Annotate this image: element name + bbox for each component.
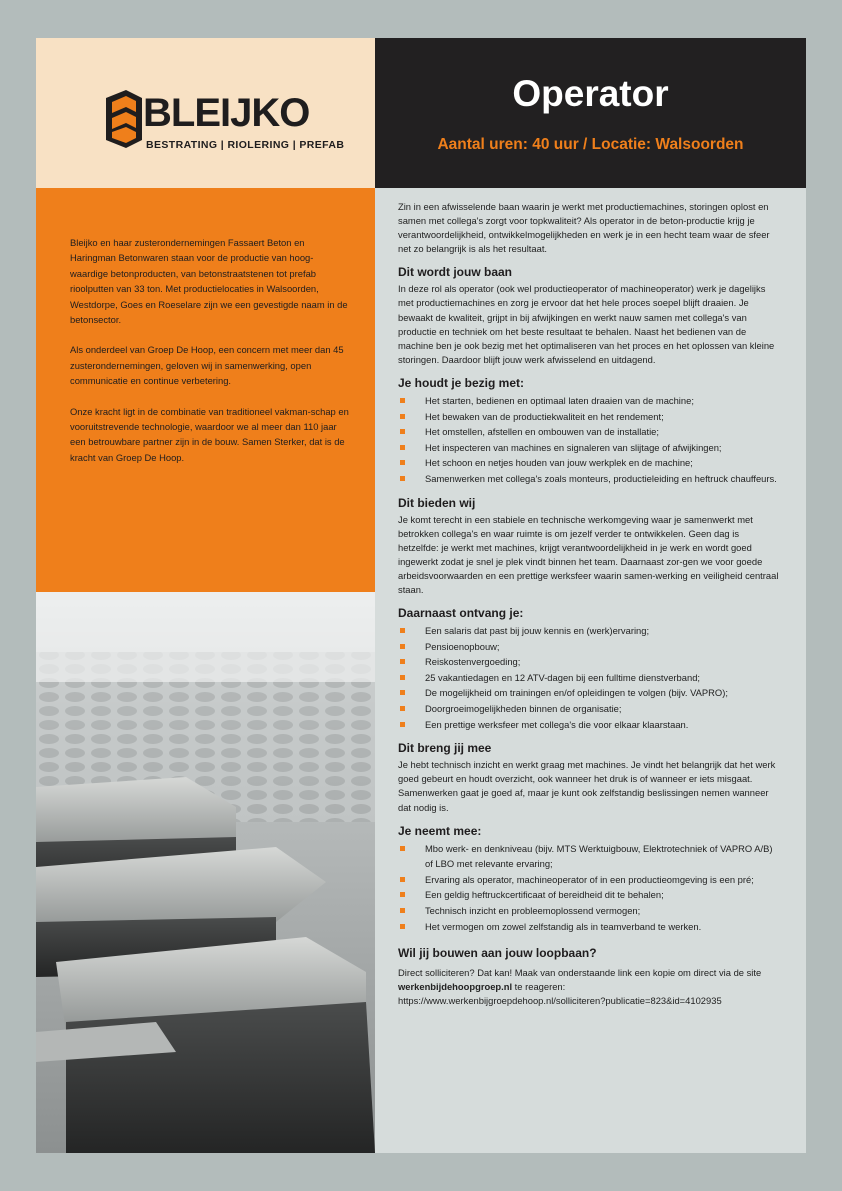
- company-intro: [70, 235, 350, 480]
- section-heading-bieden: Dit bieden wij: [398, 495, 476, 510]
- list-item: Het schoon en netjes houden van jouw werkplek en de machine;: [398, 455, 780, 471]
- list-item: Ervaring als operator, machineoperator of in een productieomgeving is een pré;: [398, 872, 780, 888]
- list-item: Het starten, bedienen en optimaal laten draaien van de machine;: [398, 393, 780, 409]
- list-item: Het bewaken van de productiekwaliteit en het rendement;: [398, 409, 780, 425]
- content-panel: [375, 188, 806, 1153]
- section-heading-loopbaan: Wil jij bouwen aan jouw loopbaan?: [398, 946, 597, 961]
- section-text-breng: Je hebt technisch inzicht en werkt graag met machines. Je vindt het belangrijk dat het werk goed gebeurt en houdt overzicht, ook wanneer het druk is of wanneer er iets misgaat. Samenwerken gaat je goed af, maar je kunt ook zelfstandig beslissingen nemen wanneer dat nodig is.: [398, 759, 776, 813]
- brand-name: BLEIJKO: [143, 91, 310, 135]
- list-item: Het inspecteren van machines en signaleren van slijtage of afwijkingen;: [398, 440, 780, 456]
- bleijko-logo-icon: [104, 88, 144, 150]
- list-item: Pensioenopbouw;: [398, 639, 780, 655]
- job-subtitle: Aantal uren: 40 uur / Locatie: Walsoorden: [437, 136, 744, 153]
- list-item: Doorgroeimogelijkheden binnen de organisatie;: [398, 701, 780, 717]
- section-heading-neemt: Je neemt mee:: [398, 823, 482, 838]
- list-item: Technisch inzicht en probleemoplossend vermogen;: [398, 903, 780, 919]
- list-item: Het vermogen om zowel zelfstandig als in teamverband te werken.: [398, 919, 780, 935]
- section-heading-ontvang: Daarnaast ontvang je:: [398, 606, 524, 621]
- section-text-bieden: Je komt terecht in een stabiele en technische werkomgeving waar je samenwerkt met betrokken collega's en waar ruimte is om jezelf verder te ontwikkelen. Geen dag is hetzelfde: je werkt met machines, krijgt verantwoordelijkheid in je werk en wordt goed ingewerkt zodat je snel je plek vindt binnen het team. Daarnaast zor-gen we voor goede arbeidsvoorwaarden en een prettige werksfeer waarin samen-werking en veiligheid centraal staan.: [398, 513, 779, 595]
- list-item: De mogelijkheid om trainingen en/of opleidingen te volgen (bijv. VAPRO);: [398, 685, 780, 701]
- list-item: Reiskostenvergoeding;: [398, 654, 780, 670]
- intro-paragraph: Bleijko en haar zusterondernemingen Fassaert Beton en Haringman Betonwaren staan voor de productie van hoog-waardige betonproducten, van betonstraatstenen tot prefab rioolputten van 33 ton. Met productielocaties in Walsoorden, Westdorpe, Goes en Roeselare zijn we een gevestigde naam in de betonsector.: [70, 237, 348, 326]
- section-heading-baan: Dit wordt jouw baan: [398, 265, 512, 280]
- list-item: Mbo werk- en denkniveau (bijv. MTS Werktuigbouw, Elektrotechniek of VAPRO A/B) of LBO met relevante ervaring;: [398, 841, 780, 872]
- section-heading-bezig: Je houdt je bezig met:: [398, 375, 525, 390]
- brand-tagline: BESTRATING | RIOLERING | PREFAB: [146, 139, 345, 151]
- section-text-baan: In deze rol als operator (ook wel productieoperator of machineoperator) werk je dagelijks met productiemachines en zorg je ervoor dat het hele proces soepel blijft draaien. Je bewaakt de kwaliteit, grijpt in bij afwijkingen en werkt nauw samen met collega's van productie en techniek om het beste resultaat te behalen. Naast het bedienen van de machine ben je ook bezig met het optimaliseren van het proces en het oplossen van kleine storingen. Daardoor blijft jouw werk afwisselend en uitdagend.: [398, 283, 775, 365]
- list-item: Het omstellen, afstellen en ombouwen van de installatie;: [398, 424, 780, 440]
- list-neemt: [398, 841, 780, 935]
- apply-site-link[interactable]: werkenbijdehoopgroep.nl: [398, 981, 513, 993]
- list-item: Een salaris dat past bij jouw kennis en (werk)ervaring;: [398, 623, 780, 639]
- list-ontvang: [398, 623, 780, 732]
- apply-url[interactable]: https://www.werkenbijgroepdehoop.nl/solliciteren?publicatie=823&id=4102935: [398, 995, 722, 1007]
- apply-text-after: te reageren:: [512, 981, 566, 993]
- apply-text-before: Direct solliciteren? Dat kan! Maak van onderstaande link een kopie om direct via de site: [398, 967, 762, 979]
- apply-text: [398, 966, 780, 994]
- list-bezig: [398, 393, 780, 487]
- list-item: 25 vakantiedagen en 12 ATV-dagen bij een fulltime dienstverband;: [398, 670, 780, 686]
- list-item: Een prettige werksfeer met collega's die voor elkaar klaarstaan.: [398, 717, 780, 733]
- page-title: Operator: [512, 73, 669, 114]
- job-description: [398, 200, 780, 1008]
- lead-paragraph: Zin in een afwisselende baan waarin je werkt met productiemachines, storingen oplost en samen met collega's zorgt voor topkwaliteit? Als operator in de beton-productie krijg je verantwoordelijkheid, ontwikkelmogelijkheden en werk je in een hecht team waar de sfeer net zo belangrijk is als het resultaat.: [398, 201, 770, 255]
- intro-paragraph: Onze kracht ligt in de combinatie van traditioneel vakman-schap en vooruitstrevende technologie, waardoor we al meer dan 110 jaar een betrouwbare partner zijn in de bouw. Samen Sterker, dat is de kracht van Groep De Hoop.: [70, 405, 349, 463]
- list-item: Een geldig heftruckcertificaat of bereidheid dit te behalen;: [398, 887, 780, 903]
- job-flyer: [36, 38, 806, 1153]
- list-item: Samenwerken met collega's zoals monteurs, productieleiding en heftruck chauffeurs.: [398, 471, 780, 487]
- paving-stones-photo: [36, 592, 375, 1153]
- intro-paragraph: Als onderdeel van Groep De Hoop, een concern met meer dan 45 zusterondernemingen, geloven wij in samenwerking, open communicatie en continue verbetering.: [70, 344, 344, 387]
- section-heading-breng: Dit breng jij mee: [398, 741, 492, 756]
